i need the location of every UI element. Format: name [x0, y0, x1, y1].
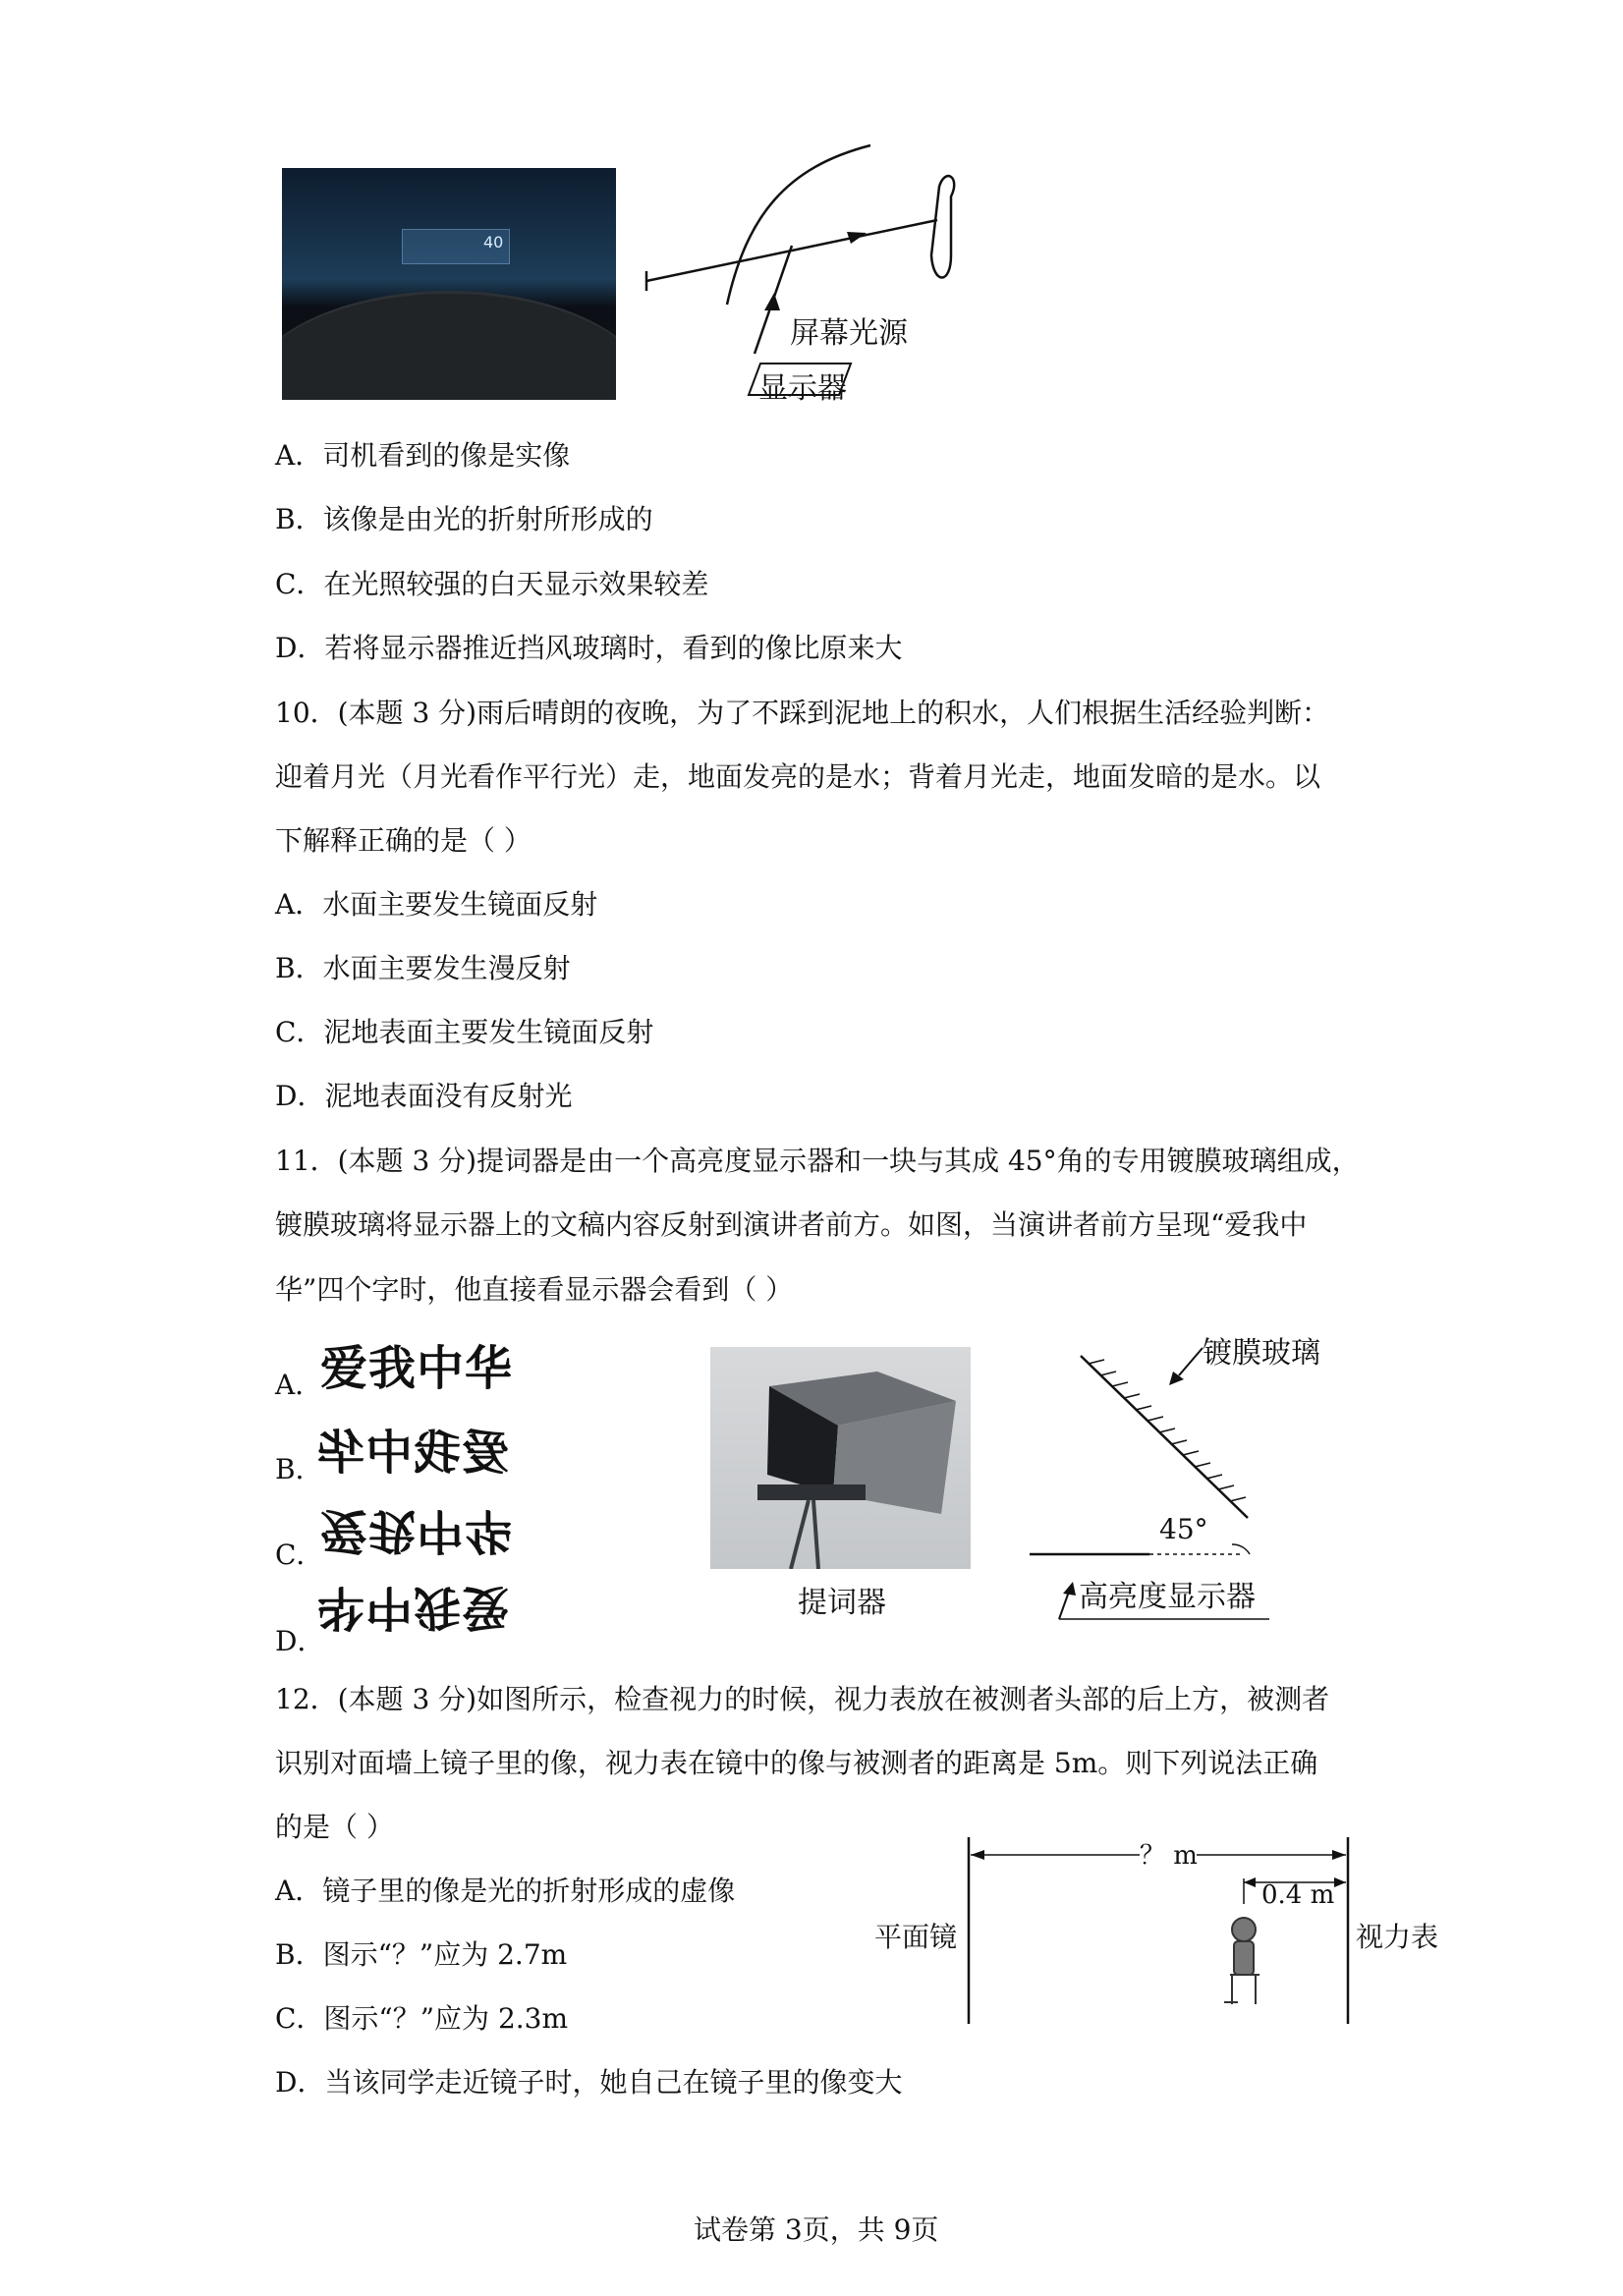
- q11-option-c-text: 爱我中华: [320, 1503, 514, 1558]
- total-arrow-left: [971, 1850, 984, 1860]
- q10-option-d: D．泥地表面没有反射光: [275, 1080, 573, 1112]
- short-arrow-left: [1244, 1877, 1256, 1887]
- tripod-leg-2: [813, 1500, 818, 1569]
- q10-option-b: B．水面主要发生漫反射: [275, 952, 571, 984]
- q10-option-c: C．泥地表面主要发生镜面反射: [275, 1016, 654, 1048]
- q11-stem-line-2: 镀膜玻璃将显示器上的文稿内容反射到演讲者前方。如图，当演讲者前方呈现“爱我中: [275, 1208, 1308, 1241]
- q9-option-a: A．司机看到的像是实像: [275, 439, 571, 472]
- total-distance-label: ？ m: [1140, 1841, 1198, 1871]
- short-arrow-right: [1334, 1877, 1346, 1887]
- monitor-base: [757, 1484, 866, 1500]
- hud-photo: [282, 168, 616, 400]
- angle-label: 45°: [1159, 1513, 1208, 1545]
- ray-arrow-1: [847, 232, 867, 244]
- angle-arc: [1232, 1544, 1250, 1554]
- q11-option-a-text: 爱我中华: [320, 1341, 514, 1396]
- q12-stem-line-2: 识别对面墙上镜子里的像，视力表在镜中的像与被测者的距离是 5m。则下列说法正确: [275, 1747, 1318, 1779]
- display-pointer: [1059, 1592, 1069, 1619]
- q12-option-a: A．镜子里的像是光的折射形成的虚像: [275, 1875, 736, 1907]
- q11-stem-line-1: 11．(本题 3 分)提词器是由一个高亮度显示器和一块与其成 45°角的专用镀膜玻璃组成，: [275, 1145, 1360, 1177]
- glass-line: [1081, 1356, 1248, 1518]
- q10-stem-line-2: 迎着月光（月光看作平行光）走，地面发亮的是水；背着月光走，地面发暗的是水。以: [275, 760, 1321, 793]
- q9-option-b: B．该像是由光的折射所形成的: [275, 503, 653, 535]
- hatch-marks: [1089, 1360, 1246, 1501]
- q11-stem-line-3: 华”四个字时，他直接看显示器会看到（ ）: [275, 1273, 794, 1306]
- q12-stem-line-1: 12．(本题 3 分)如图所示，检查视力的时候，视力表放在被测者头部的后上方，被测者: [275, 1683, 1330, 1715]
- q12-stem-line-3: 的是（ ）: [275, 1811, 394, 1843]
- q11-option-c-letter: C．: [275, 1539, 324, 1571]
- tripod-leg-1: [791, 1500, 809, 1569]
- dashboard: [282, 291, 616, 400]
- bright-display-label: 高亮度显示器: [1079, 1580, 1256, 1614]
- seated-person: [1224, 1918, 1259, 2004]
- light-source-label: 屏幕光源: [790, 316, 908, 351]
- teleprompter-photo: [710, 1347, 971, 1569]
- q10-stem-line-3: 下解释正确的是（ ）: [275, 824, 532, 857]
- q10-stem-line-1: 10．(本题 3 分)雨后晴朗的夜晚，为了不踩到泥地上的积水，人们根据生活经验判断：: [275, 697, 1330, 729]
- glass-label: 镀膜玻璃: [1203, 1336, 1320, 1371]
- page-footer: 试卷第 3页，共 9页: [694, 2213, 939, 2246]
- q11-option-d-letter: D．: [275, 1625, 325, 1657]
- display-pointer-head: [1063, 1582, 1076, 1596]
- q12-option-d: D．当该同学走近镜子时，她自己在镜子里的像变大: [275, 2066, 903, 2099]
- display-label: 显示器: [758, 371, 847, 406]
- driver-outline: [931, 176, 954, 277]
- q9-option-c: C．在光照较强的白天显示效果较差: [275, 568, 709, 600]
- reflected-ray: [646, 220, 937, 281]
- q11-option-d-text: 爱我中华: [315, 1580, 509, 1635]
- q11-option-b-letter: B．: [275, 1453, 323, 1485]
- short-distance-label: 0.4 m: [1261, 1880, 1335, 1910]
- eye-chart-label: 视力表: [1356, 1921, 1439, 1953]
- teleprompter-label: 提词器: [798, 1586, 886, 1620]
- q11-option-a-letter: A．: [275, 1369, 323, 1401]
- q10-option-a: A．水面主要发生镜面反射: [275, 888, 598, 921]
- q11-option-b-text: 爱我中华: [315, 1426, 509, 1481]
- windshield-curve: [727, 145, 870, 305]
- q9-option-d: D．若将显示器推近挡风玻璃时，看到的像比原来大: [275, 632, 903, 664]
- q12-option-c: C．图示“？”应为 2.3m: [275, 2002, 569, 2035]
- total-arrow-right: [1332, 1850, 1346, 1860]
- mirror-label: 平面镜: [874, 1921, 958, 1953]
- glass-pointer: [1179, 1348, 1203, 1375]
- ray-arrow-2: [764, 293, 780, 310]
- hud-speed-readout: 40: [483, 233, 504, 252]
- q12-option-b: B．图示“？”应为 2.7m: [275, 1938, 568, 1971]
